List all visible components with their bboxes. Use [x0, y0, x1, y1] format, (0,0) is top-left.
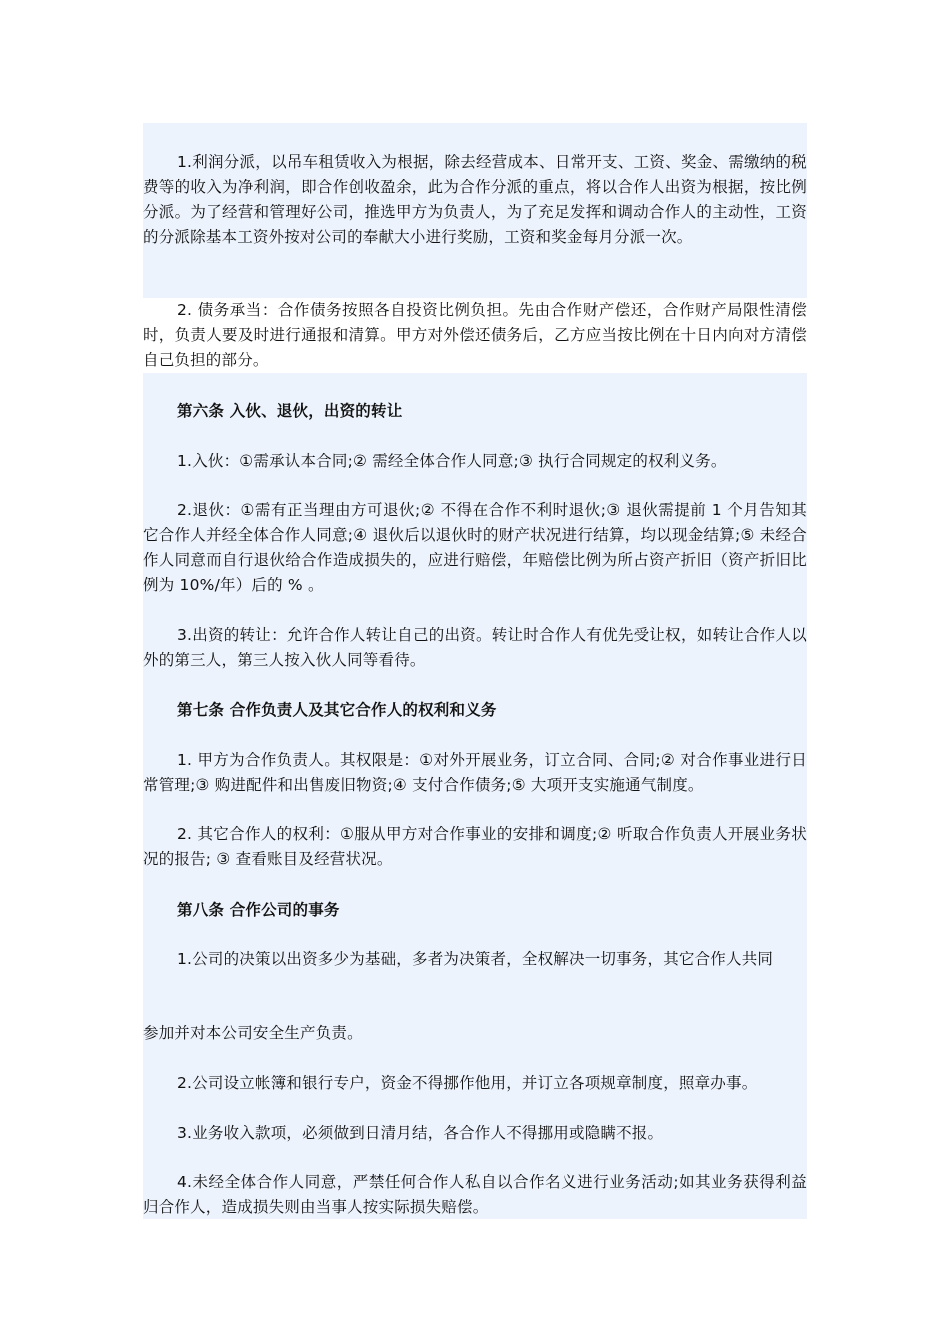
article-eight-heading: 第八条 合作公司的事务 [177, 901, 340, 919]
paragraph-safety-responsibility: 参加并对本公司安全生产负责。 [143, 1024, 363, 1042]
paragraph-withdrawal: 2.退伙：①需有正当理由方可退伙;② 不得在合作不利时退伙;③ 退伙需提前 1 个月告知其它合作人并经全体合作人同意;④ 退伙后以退伙时的财产状况进行结算，均以现金结算;⑤ 未经合作人同意而自行退伙给合作造成损失的，应进行赔偿，年赔偿比例为所占资产折旧（资产折旧比例为 10%/年）后的 % 。 [143, 501, 807, 594]
article-seven-heading: 第七条 合作负责人及其它合作人的权利和义务 [177, 701, 497, 719]
paragraph-unauthorized-business: 4.未经全体合作人同意，严禁任何合作人私自以合作名义进行业务活动;如其业务获得利益归合作人，造成损失则由当事人按实际损失赔偿。 [143, 1173, 807, 1216]
paragraph-debt-bearing: 2. 债务承当：合作债务按照各自投资比例负担。先由合作财产偿还，合作财产局限性清偿时，负责人要及时进行通报和清算。甲方对外偿还债务后，乙方应当按比例在十日内向对方清偿自己负担的部分。 [143, 298, 807, 373]
paragraph-decision-making: 1.公司的决策以出资多少为基础，多者为决策者，全权解决一切事务，其它合作人共同 [177, 950, 774, 968]
paragraph-profit-distribution: 1.利润分派，以吊车租赁收入为根据，除去经营成本、日常开支、工资、奖金、需缴纳的税费等的收入为净利润，即合作创收盈余，此为合作分派的重点，将以合作人出资为根据，按比例分派。为了经营和管理好公司，推选甲方为负责人，为了充足发挥和调动合作人的主动性，工资的分派除基本工资外按对公司的奉献大小进行奖励，工资和奖金每月分派一次。 [143, 153, 807, 246]
article-six-heading: 第六条 入伙、退伙，出资的转让 [177, 402, 403, 420]
paragraph-income: 3.业务收入款项，必须做到日清月结，各合作人不得挪用或隐瞒不报。 [177, 1124, 664, 1142]
paragraph-other-partners-rights: 2. 其它合作人的权利：①服从甲方对合作事业的安排和调度;② 听取合作负责人开展业务状况的报告; ③ 查看账目及经营状况。 [143, 825, 807, 868]
paragraph-accounts: 2.公司设立帐簿和银行专户，资金不得挪作他用，并订立各项规章制度，照章办事。 [177, 1074, 758, 1092]
paragraph-capital-transfer: 3.出资的转让：允许合作人转让自己的出资。转让时合作人有优先受让权，如转让合作人以外的第三人，第三人按入伙人同等看待。 [143, 626, 807, 669]
paragraph-party-a-authority: 1. 甲方为合作负责人。其权限是：①对外开展业务，订立合同、合同;② 对合作事业进行日常管理;③ 购进配件和出售废旧物资;④ 支付合作债务;⑤ 大项开支实施通气制度。 [143, 751, 807, 794]
paragraph-joining: 1.入伙：①需承认本合同;② 需经全体合作人同意;③ 执行合同规定的权利义务。 [177, 452, 727, 470]
